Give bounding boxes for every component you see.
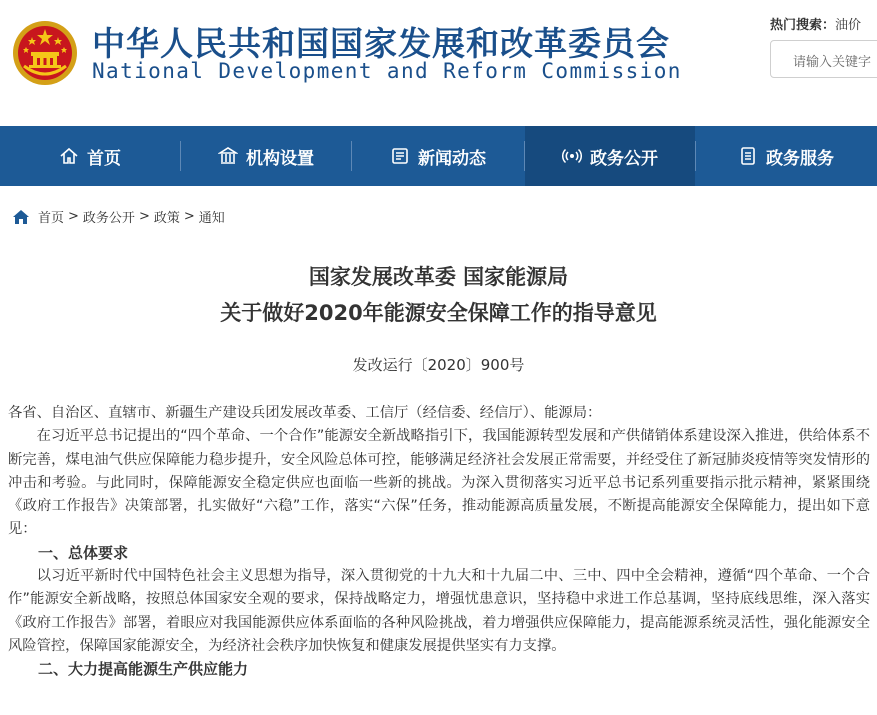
document-icon [738,146,758,166]
national-emblem-icon[interactable] [12,20,78,86]
section-heading: 二、大力提高能源生产供应能力 [38,660,249,679]
nav-item-label: 机构设置 [246,148,314,169]
nav-item-news[interactable] [352,126,524,186]
breadcrumb [12,207,225,226]
article-salutation: 各省、自治区、直辖市、新疆生产建设兵团发展改革委、工信厅（经信委、经信厅）、能源局： [8,405,602,421]
building-icon [218,146,238,166]
broadcast-icon [562,146,582,166]
document-number: 发改运行〔2020〕900号 [352,356,525,374]
article-paragraph: 以习近平新时代中国特色社会主义思想为指导，深入贯彻党的十九大和十九届二中、三中、四中全会精神，遵循“四个革命、一个合作”能源安全新战略，按照总体国家安全观的要求，保持战略定力，增强忧患意识，坚持稳中求进工作总基调，坚持底线思维，深入落实《政府工作报告》部署，着眼应对我国能源供应体系面临的各种风险挑战，着力增强供应保障能力，提高能源系统灵活性，强化能源安全风险管控，保障国家能源安全，为经济社会秩序加快恢复和健康发展提供坚实有力支撑。 [8,568,870,654]
breadcrumb-item-government-affairs[interactable]: 政务公开 [82,211,135,226]
search-input[interactable]: 请输入关键字 [770,40,877,78]
nav-item-label: 首页 [87,148,121,169]
site-header [0,0,877,126]
nav-item-organization[interactable] [181,126,351,186]
site-title-cn[interactable]: 中华人民共和国国家发展和改革委员会 [92,24,670,63]
main-nav [0,126,877,186]
article-paragraph: 在习近平总书记提出的“四个革命、一个合作”能源安全新战略指引下，我国能源转型发展和产供储销体系建设深入推进，供给体系不断完善，煤电油气供应保障能力稳步提升，安全风险总体可控，能够满足经济社会发展正常需要，并经受住了新冠肺炎疫情等突发情形的冲击和考验。与此同时，保障能源安全稳定供应也面临一些新的挑战。为深入贯彻落实习近平总书记系列重要指示批示精神，紧紧围绕《政府工作报告》决策部署，扎实做好“六稳”工作，落实“六保”任务，推动能源高质量发展，不断提高能源安全保障能力，提出如下意见： [8,428,870,538]
breadcrumb-item-policy[interactable]: 政策 [153,211,180,226]
hot-search-term-link[interactable]: 油价 [835,18,862,33]
section-heading: 一、总体要求 [38,543,129,562]
breadcrumb-separator: > [68,209,79,224]
nav-item-services[interactable] [696,126,876,186]
hot-search [770,14,861,33]
nav-item-home[interactable] [0,126,180,186]
breadcrumb-separator: > [138,209,150,224]
breadcrumb-separator: > [183,209,195,224]
home-icon[interactable] [12,209,30,225]
nav-item-government-affairs[interactable] [525,126,695,186]
article-body [8,402,870,682]
site-title-en[interactable]: National Development and Reform Commission [92,59,682,83]
hot-search-label: 热门搜索： [770,18,836,33]
nav-item-label: 政务服务 [766,148,834,169]
newspaper-icon [390,146,410,166]
nav-item-label: 政务公开 [590,148,658,169]
nav-item-label: 新闻动态 [418,148,486,169]
article-title-line1: 国家发展改革委 国家能源局 [308,265,569,289]
breadcrumb-item-home[interactable]: 首页 [38,211,65,226]
article-title-line2: 关于做好2020年能源安全保障工作的指导意见 [220,301,657,325]
home-icon [59,146,79,166]
breadcrumb-item-notice[interactable]: 通知 [198,211,225,226]
